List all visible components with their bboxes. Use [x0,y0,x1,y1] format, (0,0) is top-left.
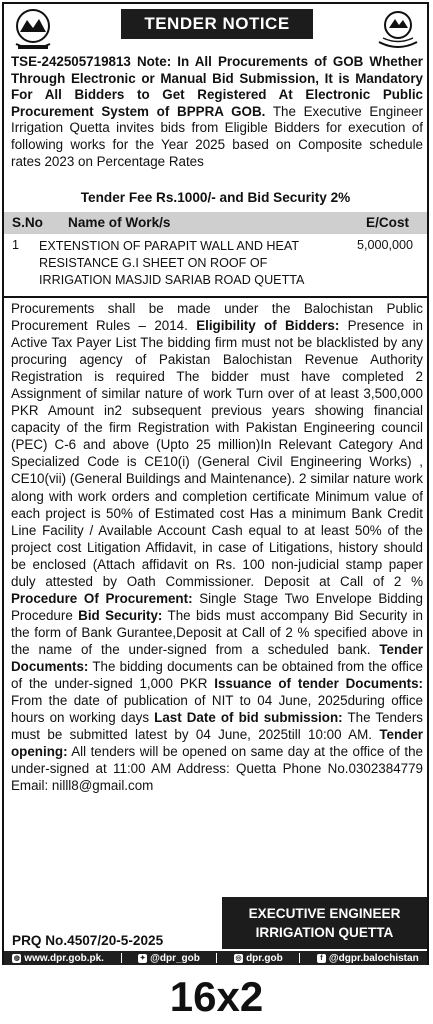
globe-icon: ◍ [13,954,20,962]
body-text-5: The bidding documents can be obtained from the office of the under-signed 1,000 PKR [11,658,423,692]
signature-line-1: EXECUTIVE ENGINEER [248,906,401,921]
table-header [4,212,427,234]
heading-last-date: Last Date of bid submission: [154,710,343,726]
prq-number: PRQ No.4507/20-5-2025 [12,933,164,948]
footer-facebook[interactable] [317,953,419,964]
body-text-6: From the date of publication of NIT to 04 June, 2025during office hours on working days [11,693,423,726]
facebook-icon: f [317,954,326,963]
col-sno: S.No [12,215,43,230]
footer-instagram-text: dpr.gob [246,952,283,964]
balochistan-emblem-logo [10,8,56,52]
tender-notice [2,2,429,965]
footer-facebook-text: @dgpr.balochistan [328,952,419,964]
footer-separator [299,953,300,963]
signature-line-2: IRRIGATION QUETTA [255,925,394,940]
body-paragraph [11,300,423,794]
table-row [4,236,427,296]
footer-website-text: www.dpr.gob.pk. [24,952,104,964]
col-cost: E/Cost [366,215,410,230]
footer-instagram[interactable] [234,953,283,964]
heading-procedure: Procedure Of Procurement: [11,590,193,606]
body-text-8: All tenders will be opened on same day at the office of the under-signed at 11:00 AM Address: Quetta Phone No.0302384779 Email: nilll8@gmail.com [11,744,423,794]
row-work: EXTENSTION OF PARAPIT WALL AND HEAT RESISTANCE G.I SHEET ON ROOF OF IRRIGATION MASJID SARIAB ROAD QUETTA [39,239,305,287]
irrigation-department-emblem-logo [375,8,421,52]
body-text-3: Single Stage Two Envelope Bidding Procedure [11,590,423,623]
twitter-icon: ✦ [139,954,146,962]
heading-bid-security: Bid Security: [78,607,163,623]
footer-twitter-text: @dpr_gob [150,952,200,964]
fee-line: Tender Fee Rs.1000/- and Bid Security 2% [80,190,351,205]
row-sno: 1 [12,238,20,252]
col-name: Name of Work/s [68,215,171,230]
row-cost: 5,000,000 [357,238,414,252]
footer-bar [4,951,427,965]
instagram-icon: ◎ [235,954,242,962]
intro-paragraph [11,54,423,170]
body-text-1: Procurements shall be made under the Balochistan Public Procurement Rules – 2014. [11,301,423,334]
intro-text: The Executive Engineer Irrigation Quetta invites bids from Eligible Bidders for execution of following works for the Year 2025 based on Composite schedule rates 2023 on Percentage Rates [11,103,424,169]
heading-eligibility: Eligibility of Bidders: [196,318,340,334]
footer-separator [121,953,122,963]
ref-note: TSE-242505719813 Note: In All Procurements of GOB Whether Through Electronic or Manual Bid Submission, It is Mandatory For All Bidders to Get Registered At Electronic Public Procurement System of BPPRA GOB. [11,54,423,119]
footer-website[interactable] [12,953,104,964]
body-text-7: The Tenders must be submitted latest by 04 June, 2025till 10:00 AM. [11,710,423,743]
footer-separator [216,953,217,963]
divider [4,296,427,298]
body-text-2: Presence in Active Tax Payer List The bidding firm must not be blacklisted by any procuring agency of Pakistan Balochistan Revenue Authority Registration is required The bidder must have completed 2 Assignment of similar nature of work Turn over of at least 3,500,000 PKR Amount in2 subsequent previous years showing financial capacity of the firm Registration with Pakistan Engineering council (PEC) C-6 and above (Upto 25 million)In Relevant Category And Specialized Code is CE10(i) (General Civil Engineering Works) , CE10(vii) (General Buildings and Maintenance). 2 similar nature work along with work orders and completion certificate Minimum value of each project is 50% of Estimated cost Has a minimum Bank Credit Line Facility / Available Account Cash equal to at least 50% of the project cost Litigation Affidavit, in case of Litigations, history should be enclosed (Attach affidavit on Rs. 100 non-judicial stamp paper duly attested by Oath Commissioner. Deposit at Call of 2 % [11,318,423,589]
footer-twitter[interactable] [138,953,200,964]
notice-title: TENDER NOTICE [121,9,313,39]
ad-size-label: 16x2 [169,973,264,1020]
signature-block [222,897,427,949]
heading-tender-opening: Tender opening: [11,727,423,760]
body-text-4: The bids must accompany Bid Security in the form of Bank Gurantee,Deposit at Call of 2 % specified above in the name of the under-signed from a scheduled bank. [11,607,423,657]
heading-issuance: Issuance of tender Documents: [214,676,424,692]
heading-tender-documents: Tender Documents: [11,641,423,674]
